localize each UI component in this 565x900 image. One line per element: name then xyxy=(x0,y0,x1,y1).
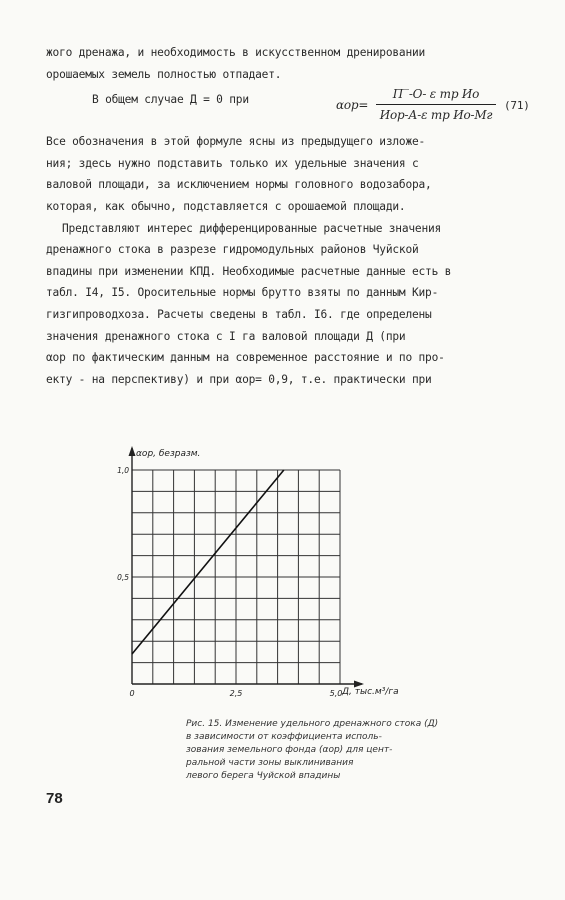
y-axis-label: αор, безразм. xyxy=(136,449,201,459)
text-line: которая, как обычно, подставляется с орошаемой площади. xyxy=(46,199,406,213)
text-line: екту - на перспективу) и при αор= 0,9, т.е. практически при xyxy=(46,372,432,386)
formula-line xyxy=(46,85,528,131)
text-line: впадины при изменении КПД. Необходимые расчетные данные есть в xyxy=(46,264,452,278)
y-tick-label: 1,0 xyxy=(117,466,129,475)
y-tick-label: 0,5 xyxy=(117,573,129,582)
text-line: Представляют интерес дифференцированные расчетные значения xyxy=(62,221,442,235)
series-line xyxy=(132,470,284,654)
text-line: ния; здесь нужно подставить только их удельные значения с xyxy=(46,156,419,170)
equation-number: (71) xyxy=(504,99,530,113)
caption-line: зования земельного фонда (αор) для цент- xyxy=(186,745,393,755)
y-axis-arrow xyxy=(129,446,136,456)
formula-numerator: П‾-О- ε тр Ио xyxy=(376,85,496,105)
text-line: жого дренажа, и необходимость в искусственном дренировании xyxy=(46,46,426,59)
x-tick-label: 0 xyxy=(129,689,135,698)
caption-line: ральной части зоны выклинивания xyxy=(186,758,354,768)
text-line: αор по фактическим данным на современное расстояние и по про- xyxy=(46,351,445,365)
text-line: Все обозначения в этой формуле ясны из предыдущего изложе- xyxy=(46,135,426,149)
formula-denominator: Иор-А-ε тр Ио-Мг xyxy=(379,108,493,123)
text-line: значения дренажного стока с I га валовой площади Д (при xyxy=(46,329,406,343)
x-tick-label: 5,0 xyxy=(329,689,343,698)
x-axis-label: Д, тыс.м³/га xyxy=(342,687,399,697)
body-text xyxy=(46,42,528,390)
formula-fraction xyxy=(376,85,496,125)
text-line: гизгипроводхоза. Расчеты сведены в табл. I6. где определены xyxy=(46,307,432,321)
text-line: валовой площади, за исключением нормы головного водозабора, xyxy=(46,178,432,192)
page-number: 78 xyxy=(46,790,63,807)
general-case-text: В общем случае Д = 0 при xyxy=(92,93,249,107)
caption-line: Рис. 15. Изменение удельного дренажного стока (Д) xyxy=(186,719,439,729)
caption-line: в зависимости от коэффициента исполь- xyxy=(186,732,382,742)
x-tick-label: 2,5 xyxy=(229,689,243,698)
text-line: орошаемых земель полностью отпадает. xyxy=(46,67,282,81)
text-line: дренажного стока в разрезе гидромодульных районов Чуйской xyxy=(46,243,419,257)
figure-caption xyxy=(186,718,466,783)
formula-lhs: αор= xyxy=(336,98,369,113)
text-line: табл. I4, I5. Оросительные нормы брутто взяты по данным Кир- xyxy=(46,286,439,300)
caption-line: левого берега Чуйской впадины xyxy=(186,771,341,781)
drainage-chart xyxy=(110,440,400,715)
